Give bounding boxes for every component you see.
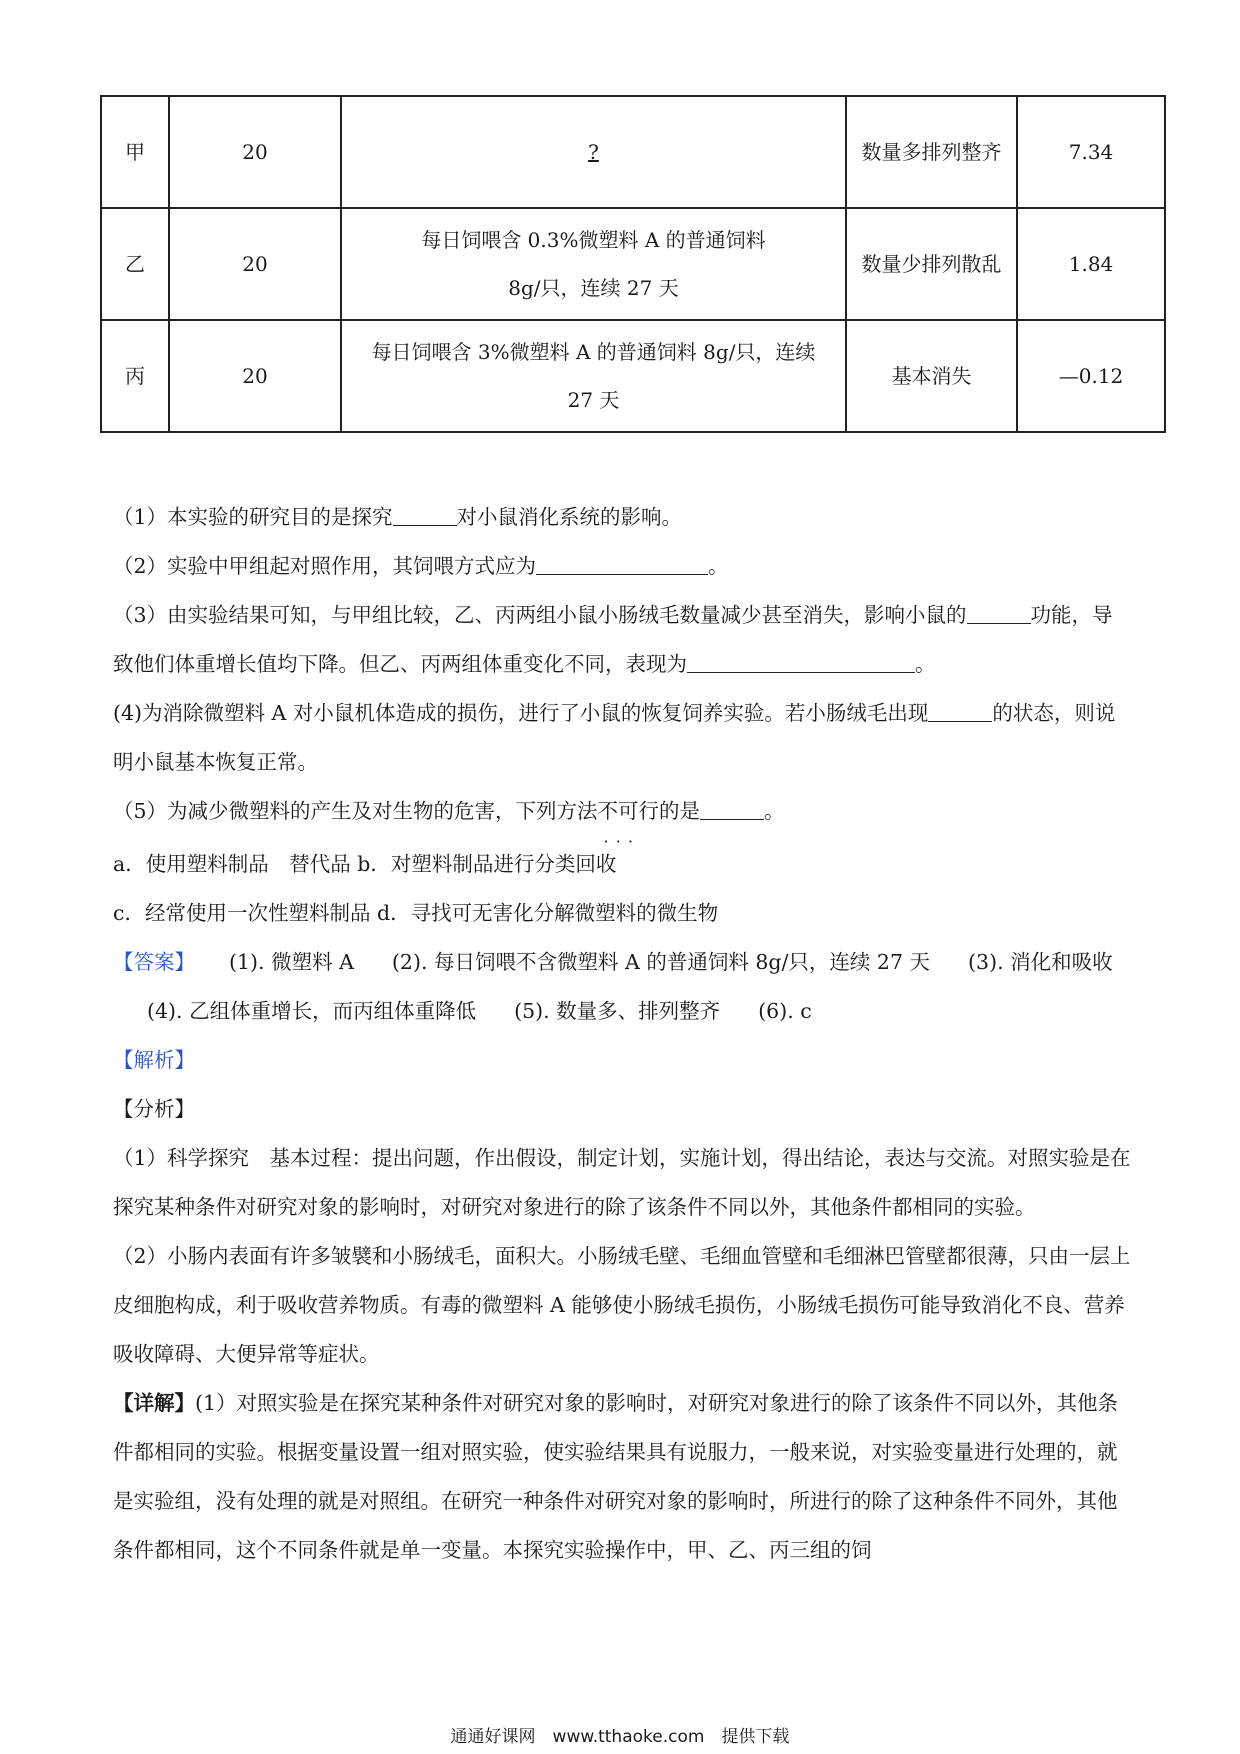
detail-paragraph: 【详解】(1）对照实验是在探究某种条件对研究对象的影响时，对研究对象进行的除了该条件不同以外，其他条件都相同的实验。根据变量设置一组对照实验，使实验结果具有说服力，一般来说，对实验变量进行处理的，就是实验组，没有处理的就是对照组。在研究一种条件对研究对象的影响时，所进行的除了这种条件不同外，其他条件都相同，这个不同条件就是单一变量。本探究实验操作中，甲、乙、丙三组的饲: [113, 1391, 1119, 1562]
analysis-tag: 【解析】: [113, 1048, 195, 1072]
count-cell: 20: [169, 208, 341, 320]
answer-item: (4). 乙组体重增长，而丙组体重降低: [147, 999, 477, 1023]
answer-blank: [928, 701, 992, 722]
feeding-cell: [341, 96, 846, 208]
page-footer: 通通好课网 www.tthaoke.com 提供下载: [450, 1727, 790, 1747]
question-1: （1）本实验的研究目的是探究 对小鼠消化系统的影响。: [113, 505, 683, 529]
group-cell: 甲: [101, 96, 169, 208]
experiment-table: [100, 95, 1166, 433]
question-3: （3）由实验结果可知，与甲组比较，乙、丙两组小鼠小肠绒毛数量减少甚至消失，影响小鼠的 功能，导致他们体重增长值均下降。但乙、丙两组体重变化不同，表现为 。: [113, 603, 1113, 676]
answer-blank: [700, 799, 764, 820]
table-row: [101, 96, 1165, 208]
villi-cell: 数量多排列整齐: [846, 96, 1017, 208]
group-cell: 乙: [101, 208, 169, 320]
answer-blank: [687, 652, 915, 673]
answer-section: [113, 938, 1131, 1036]
table-row: [101, 208, 1165, 320]
answer-blank: [967, 603, 1031, 624]
answer-item: (6). c: [758, 999, 812, 1023]
emphasis-dots: 不可行 · ·: [598, 799, 660, 823]
options-ab: a．使用塑料制品 替代品 b．对塑料制品进行分类回收: [113, 852, 617, 876]
answer-item: (1). 微塑料 A: [229, 950, 354, 974]
detail-tag: 【详解】: [113, 1391, 195, 1415]
analysis-paragraph-1: （1）科学探究 基本过程：提出问题，作出假设，制定计划，实施计划，得出结论，表达与交流。对照实验是在探究某种条件对研究对象的影响时，对研究对象进行的除了该条件不同以外，其他条件都相同的实验。: [113, 1146, 1131, 1219]
weight-cell: —0.12: [1017, 320, 1165, 432]
answer-blank: [536, 554, 708, 575]
answer-item: (2). 每日饲喂不含微塑料 A 的普通饲料 8g/只，连续 27 天: [391, 950, 931, 974]
question-4: (4)为消除微塑料 A 对小鼠机体造成的损伤，进行了小鼠的恢复饲养实验。若小肠绒毛出现 的状态，则说明小鼠基本恢复正常。: [113, 701, 1116, 774]
answer-item: (3). 消化和吸收: [968, 950, 1113, 974]
question-2: （2）实验中甲组起对照作用，其饲喂方式应为 。: [113, 554, 729, 578]
table-row: [101, 320, 1165, 432]
unknown-mark: ?: [588, 140, 599, 164]
answer-tag: 【答案】: [113, 950, 195, 974]
weight-cell: 1.84: [1017, 208, 1165, 320]
count-cell: 20: [169, 320, 341, 432]
feeding-cell: 每日饲喂含 0.3%微塑料 A 的普通饲料 8g/只，连续 27 天: [341, 208, 846, 320]
feeding-cell: 每日饲喂含 3%微塑料 A 的普通饲料 8g/只，连续 27 天: [341, 320, 846, 432]
question-5: （5）为减少微塑料的产生及对生物的危害，下列方法不可行 · ·的是 。: [113, 787, 1131, 836]
options-cd: c．经常使用一次性塑料制品 d．寻找可无害化分解微塑料的微生物: [113, 901, 719, 925]
villi-cell: 基本消失: [846, 320, 1017, 432]
weight-cell: 7.34: [1017, 96, 1165, 208]
villi-cell: 数量少排列散乱: [846, 208, 1017, 320]
answer-item: (5). 数量多、排列整齐: [514, 999, 721, 1023]
count-cell: 20: [169, 96, 341, 208]
analysis-paragraph-2: （2）小肠内表面有许多皱襞和小肠绒毛，面积大。小肠绒毛壁、毛细血管壁和毛细淋巴管壁都很薄，只由一层上皮细胞构成，利于吸收营养物质。有毒的微塑料 A 能够使小肠绒毛损伤，小肠绒毛损伤可能导致消化不良、营养吸收障碍、大便异常等症状。: [113, 1244, 1131, 1366]
analysis-subtag: 【分析】: [113, 1097, 195, 1121]
question-body: [113, 493, 1131, 1575]
group-cell: 丙: [101, 320, 169, 432]
answer-blank: [393, 505, 457, 526]
